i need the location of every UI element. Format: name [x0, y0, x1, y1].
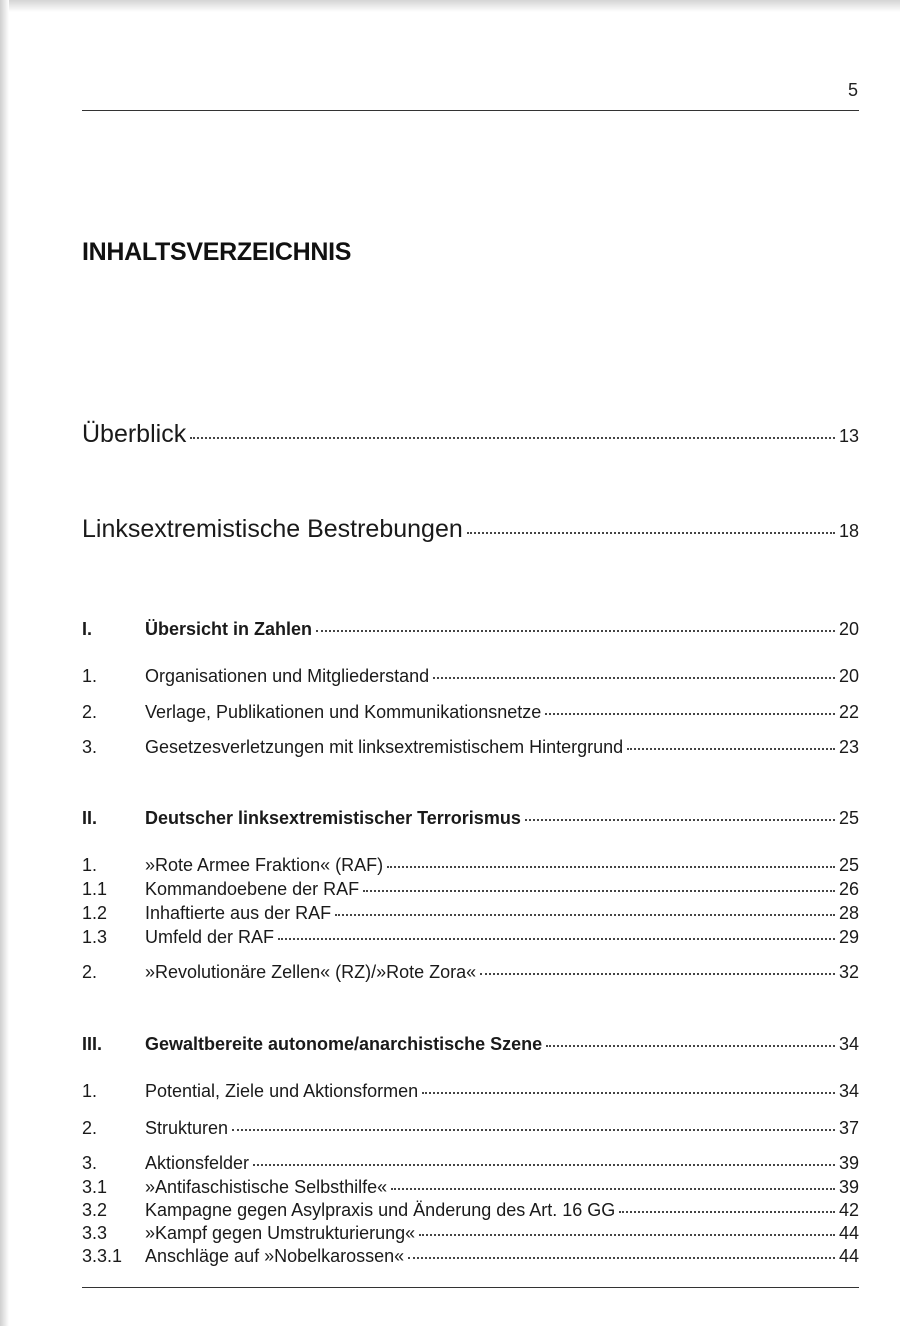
toc-entry-number: 1.	[82, 1081, 98, 1101]
toc-entry	[82, 1118, 859, 1139]
toc-entry-linksextremistische-bestrebungen	[82, 515, 859, 544]
toc-entry-page: 18	[838, 521, 859, 541]
toc-entry-page: 42	[838, 1200, 859, 1220]
toc-entry	[82, 927, 859, 948]
toc-section-2	[82, 808, 859, 829]
toc-entry-page: 29	[838, 927, 859, 947]
toc-entry-number: 3.1	[82, 1177, 108, 1197]
toc-entry-label: Gesetzesverletzungen mit linksextremistischem Hintergrund	[145, 737, 624, 757]
toc-entry-label: »Antifaschistische Selbsthilfe«	[145, 1177, 388, 1197]
toc-entry-label: Umfeld der RAF	[145, 927, 275, 947]
toc-entry-page: 32	[838, 962, 859, 982]
toc-entry	[82, 737, 859, 758]
toc-entry-number: 3.3	[82, 1223, 108, 1243]
leader-dots	[278, 938, 835, 940]
toc-entry-page: 23	[838, 737, 859, 757]
toc-entry-label: Verlage, Publikationen und Kommunikationsnetze	[145, 702, 542, 722]
toc-section-3	[82, 1034, 859, 1055]
toc-entry-page: 13	[838, 426, 859, 446]
toc-entry-label: Kommandoebene der RAF	[145, 879, 360, 899]
toc-entry-page: 25	[838, 855, 859, 875]
toc-entry-label: Strukturen	[145, 1118, 229, 1138]
toc-entry	[82, 666, 859, 687]
toc-entry-page: 44	[838, 1223, 859, 1243]
toc-entry-number: I.	[82, 619, 93, 639]
toc-entry-label: Überblick	[82, 420, 187, 448]
toc-entry-page: 26	[838, 879, 859, 899]
toc-entry	[82, 903, 859, 924]
toc-entry-number: 1.	[82, 855, 98, 875]
leader-dots	[627, 748, 835, 750]
leader-dots	[433, 677, 835, 679]
toc-entry-label: Deutscher linksextremistischer Terrorismus	[145, 808, 521, 828]
toc-entry-page: 39	[838, 1177, 859, 1197]
leader-dots	[619, 1211, 835, 1213]
leader-dots	[467, 532, 835, 534]
toc-entry-page: 25	[838, 808, 859, 828]
toc-entry-label: »Kampf gegen Umstrukturierung«	[145, 1223, 416, 1243]
toc-entry-page: 39	[838, 1153, 859, 1173]
leader-dots	[335, 914, 835, 916]
toc-entry	[82, 1246, 859, 1267]
leader-dots	[546, 1045, 835, 1047]
leader-dots	[190, 437, 835, 439]
leader-dots	[316, 630, 835, 632]
toc-entry	[82, 1223, 859, 1244]
toc-entry-number: 1.	[82, 666, 98, 686]
leader-dots	[232, 1129, 835, 1131]
leader-dots	[422, 1092, 835, 1094]
toc-entry-page: 28	[838, 903, 859, 923]
toc-entry-page: 20	[838, 666, 859, 686]
header-rule	[82, 110, 859, 111]
page-number: 5	[847, 80, 858, 100]
toc-entry-number: 2.	[82, 1118, 98, 1138]
toc-entry	[82, 1177, 859, 1198]
leader-dots	[545, 713, 835, 715]
leader-dots	[419, 1234, 835, 1236]
leader-dots	[408, 1257, 835, 1259]
toc-entry-number: 1.2	[82, 903, 108, 923]
toc-entry	[82, 879, 859, 900]
toc-entry-label: Übersicht in Zahlen	[145, 619, 313, 639]
toc-entry	[82, 1081, 859, 1102]
toc-entry-number: II.	[82, 808, 98, 828]
toc-entry-page: 44	[838, 1246, 859, 1266]
leader-dots	[391, 1188, 835, 1190]
toc-entry-label: Potential, Ziele und Aktionsformen	[145, 1081, 419, 1101]
toc-section-1	[82, 619, 859, 640]
footer-rule	[82, 1287, 859, 1288]
toc-entry-number: 3.3.1	[82, 1246, 123, 1266]
leader-dots	[387, 866, 835, 868]
toc-entry-number: 3.	[82, 737, 98, 757]
leader-dots	[253, 1164, 835, 1166]
toc-entry-label: »Revolutionäre Zellen« (RZ)/»Rote Zora«	[145, 962, 477, 982]
toc-entry-page: 37	[838, 1118, 859, 1138]
toc-entry-number: 2.	[82, 962, 98, 982]
toc-entry-label: »Rote Armee Fraktion« (RAF)	[145, 855, 384, 875]
toc-entry-label: Aktionsfelder	[145, 1153, 250, 1173]
toc-entry-page: 22	[838, 702, 859, 722]
toc-entry-label: Linksextremistische Bestrebungen	[82, 515, 463, 543]
scan-top-edge	[0, 0, 900, 12]
toc-entry-label: Gewaltbereite autonome/anarchistische Szene	[145, 1034, 543, 1054]
toc-entry-label: Organisationen und Mitgliederstand	[145, 666, 430, 686]
toc-entry	[82, 1200, 859, 1221]
toc-entry-number: 1.1	[82, 879, 108, 899]
toc-entry-label: Inhaftierte aus der RAF	[145, 903, 332, 923]
toc-entry-page: 34	[838, 1081, 859, 1101]
toc-entry	[82, 1153, 859, 1174]
leader-dots	[480, 973, 835, 975]
toc-entry-page: 20	[838, 619, 859, 639]
toc-entry-number: 1.3	[82, 927, 108, 947]
toc-entry	[82, 962, 859, 983]
leader-dots	[525, 819, 835, 821]
toc-entry-page: 34	[838, 1034, 859, 1054]
toc-entry-number: 3.2	[82, 1200, 108, 1220]
toc-entry-number: III.	[82, 1034, 103, 1054]
toc-entry-label: Kampagne gegen Asylpraxis und Änderung des Art. 16 GG	[145, 1200, 616, 1220]
toc-entry-number: 2.	[82, 702, 98, 722]
toc-entry	[82, 702, 859, 723]
document-title: INHALTSVERZEICHNIS	[82, 238, 352, 266]
leader-dots	[363, 890, 835, 892]
scan-left-edge	[0, 0, 9, 1326]
toc-entry-number: 3.	[82, 1153, 98, 1173]
toc-entry	[82, 855, 859, 876]
toc-entry-ueberblick	[82, 420, 859, 449]
toc-entry-label: Anschläge auf »Nobelkarossen«	[145, 1246, 405, 1266]
